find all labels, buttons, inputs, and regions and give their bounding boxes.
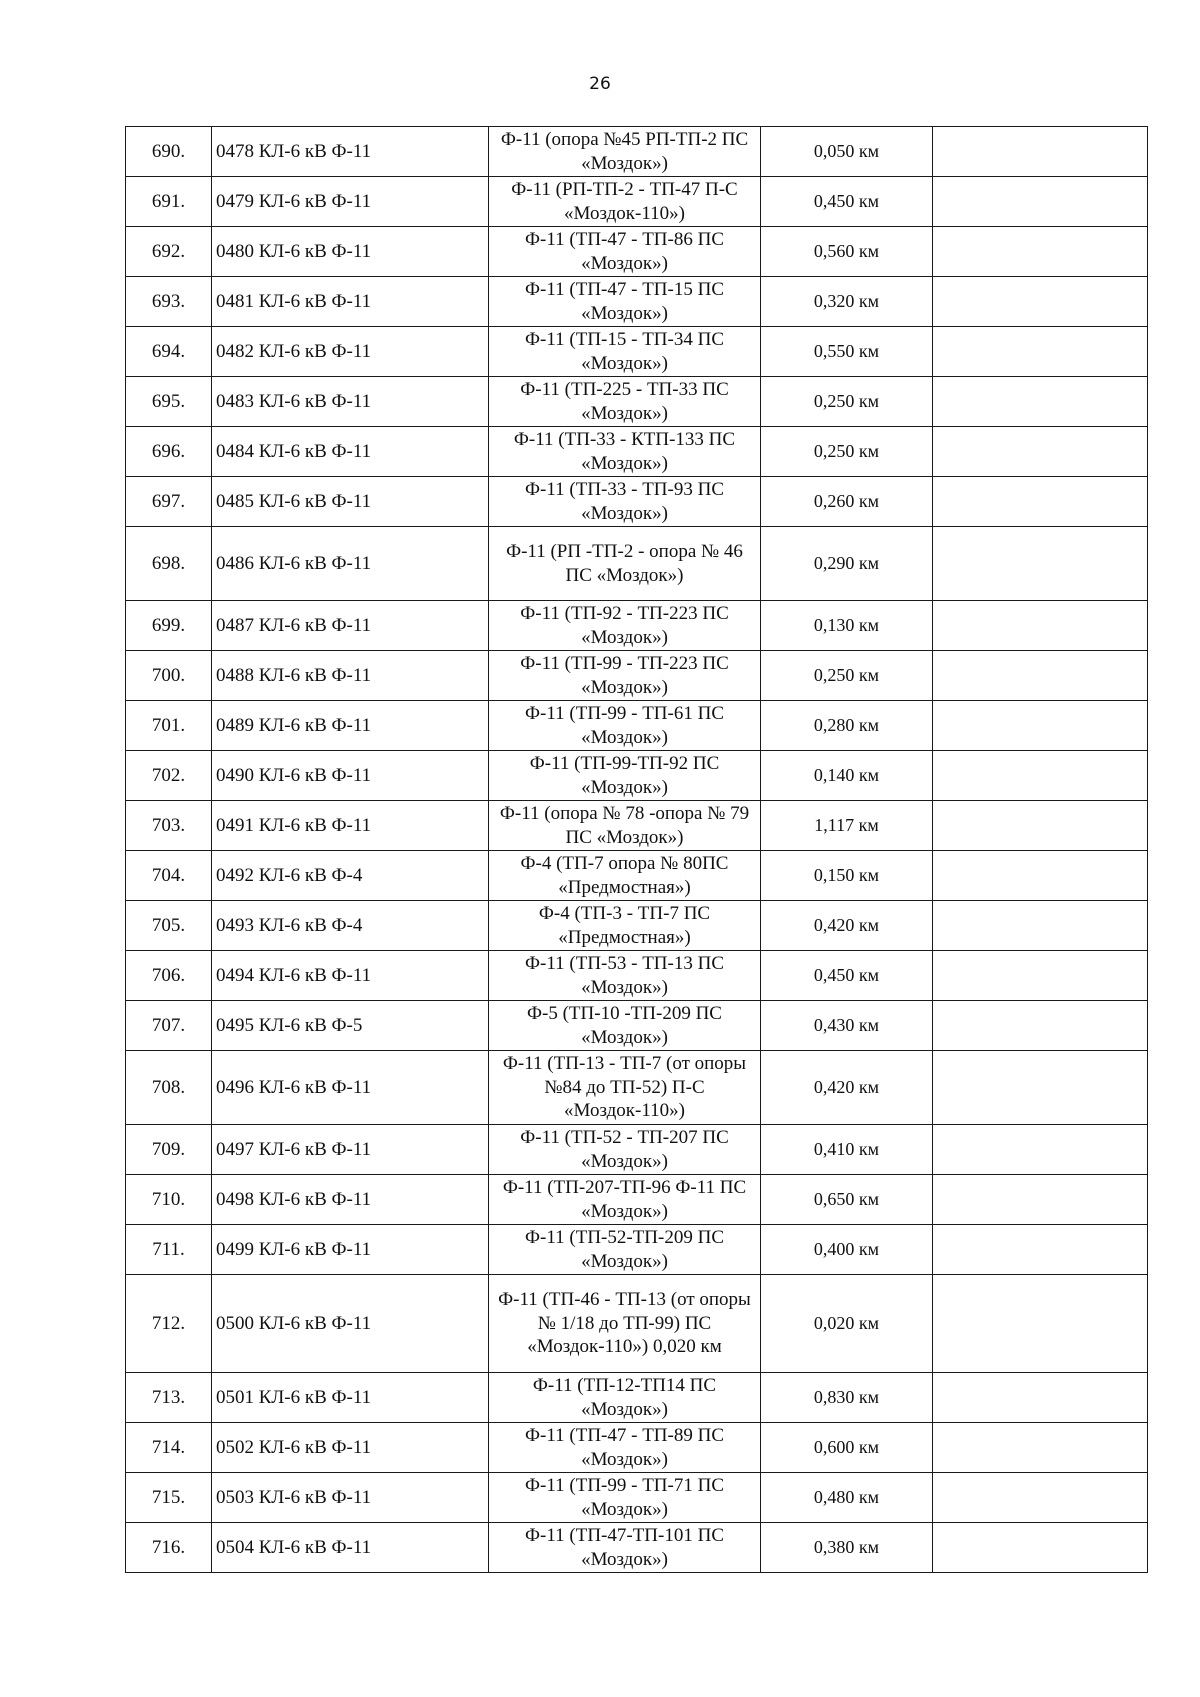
note-cell xyxy=(933,377,1148,427)
row-number-cell: 704. xyxy=(126,851,212,901)
length-cell: 0,150 км xyxy=(761,851,933,901)
line-name-cell: 0494 КЛ-6 кВ Ф-11 xyxy=(212,951,489,1001)
route-cell: Ф-11 (опора № 78 -опора № 79 ПС «Моздок») xyxy=(489,801,761,851)
line-name-cell: 0491 КЛ-6 кВ Ф-11 xyxy=(212,801,489,851)
note-cell xyxy=(933,601,1148,651)
route-cell: Ф-11 (ТП-53 - ТП-13 ПС «Моздок») xyxy=(489,951,761,1001)
line-name-cell: 0480 КЛ-6 кВ Ф-11 xyxy=(212,227,489,277)
line-name-cell: 0481 КЛ-6 кВ Ф-11 xyxy=(212,277,489,327)
cable-lines-table xyxy=(125,126,1148,1573)
route-cell: Ф-11 (ТП-15 - ТП-34 ПС «Моздок») xyxy=(489,327,761,377)
table-row xyxy=(126,651,1148,701)
route-cell: Ф-11 (ТП-13 - ТП-7 (от опоры №84 до ТП-52) П-С «Моздок-110») xyxy=(489,1051,761,1125)
note-cell xyxy=(933,177,1148,227)
row-number-cell: 711. xyxy=(126,1225,212,1275)
table-row xyxy=(126,427,1148,477)
length-cell: 0,050 км xyxy=(761,127,933,177)
length-cell: 0,600 км xyxy=(761,1423,933,1473)
length-cell: 0,260 км xyxy=(761,477,933,527)
row-number-cell: 706. xyxy=(126,951,212,1001)
length-cell: 0,400 км xyxy=(761,1225,933,1275)
route-cell: Ф-11 (ТП-33 - ТП-93 ПС «Моздок») xyxy=(489,477,761,527)
length-cell: 0,130 км xyxy=(761,601,933,651)
line-name-cell: 0490 КЛ-6 кВ Ф-11 xyxy=(212,751,489,801)
note-cell xyxy=(933,227,1148,277)
row-number-cell: 707. xyxy=(126,1001,212,1051)
table-row xyxy=(126,1423,1148,1473)
length-cell: 1,117 км xyxy=(761,801,933,851)
note-cell xyxy=(933,427,1148,477)
line-name-cell: 0499 КЛ-6 кВ Ф-11 xyxy=(212,1225,489,1275)
row-number-cell: 713. xyxy=(126,1373,212,1423)
note-cell xyxy=(933,527,1148,601)
note-cell xyxy=(933,901,1148,951)
length-cell: 0,830 км xyxy=(761,1373,933,1423)
row-number-cell: 715. xyxy=(126,1473,212,1523)
table-row xyxy=(126,1275,1148,1373)
row-number-cell: 702. xyxy=(126,751,212,801)
line-name-cell: 0493 КЛ-6 кВ Ф-4 xyxy=(212,901,489,951)
row-number-cell: 708. xyxy=(126,1051,212,1125)
page-number: 26 xyxy=(589,74,611,94)
table-row xyxy=(126,1175,1148,1225)
note-cell xyxy=(933,1373,1148,1423)
length-cell: 0,550 км xyxy=(761,327,933,377)
table-row xyxy=(126,951,1148,1001)
length-cell: 0,290 км xyxy=(761,527,933,601)
note-cell xyxy=(933,751,1148,801)
note-cell xyxy=(933,651,1148,701)
row-number-cell: 703. xyxy=(126,801,212,851)
note-cell xyxy=(933,1125,1148,1175)
line-name-cell: 0487 КЛ-6 кВ Ф-11 xyxy=(212,601,489,651)
route-cell: Ф-5 (ТП-10 -ТП-209 ПС «Моздок») xyxy=(489,1001,761,1051)
length-cell: 0,480 км xyxy=(761,1473,933,1523)
route-cell: Ф-4 (ТП-7 опора № 80ПС «Предмостная») xyxy=(489,851,761,901)
route-cell: Ф-11 (ТП-99-ТП-92 ПС «Моздок») xyxy=(489,751,761,801)
line-name-cell: 0492 КЛ-6 кВ Ф-4 xyxy=(212,851,489,901)
note-cell xyxy=(933,127,1148,177)
table-row xyxy=(126,751,1148,801)
route-cell: Ф-4 (ТП-3 - ТП-7 ПС «Предмостная») xyxy=(489,901,761,951)
line-name-cell: 0497 КЛ-6 кВ Ф-11 xyxy=(212,1125,489,1175)
length-cell: 0,380 км xyxy=(761,1523,933,1573)
row-number-cell: 692. xyxy=(126,227,212,277)
route-cell: Ф-11 (ТП-52-ТП-209 ПС «Моздок») xyxy=(489,1225,761,1275)
note-cell xyxy=(933,851,1148,901)
length-cell: 0,410 км xyxy=(761,1125,933,1175)
note-cell xyxy=(933,951,1148,1001)
row-number-cell: 710. xyxy=(126,1175,212,1225)
route-cell: Ф-11 (ТП-47-ТП-101 ПС «Моздок») xyxy=(489,1523,761,1573)
line-name-cell: 0498 КЛ-6 кВ Ф-11 xyxy=(212,1175,489,1225)
table-row xyxy=(126,277,1148,327)
line-name-cell: 0482 КЛ-6 кВ Ф-11 xyxy=(212,327,489,377)
note-cell xyxy=(933,1001,1148,1051)
route-cell: Ф-11 (ТП-12-ТП14 ПС «Моздок») xyxy=(489,1373,761,1423)
length-cell: 0,430 км xyxy=(761,1001,933,1051)
table-row xyxy=(126,801,1148,851)
row-number-cell: 691. xyxy=(126,177,212,227)
route-cell: Ф-11 (ТП-47 - ТП-86 ПС «Моздок») xyxy=(489,227,761,277)
length-cell: 0,420 км xyxy=(761,1051,933,1125)
note-cell xyxy=(933,1275,1148,1373)
route-cell: Ф-11 (опора №45 РП-ТП-2 ПС «Моздок») xyxy=(489,127,761,177)
note-cell xyxy=(933,477,1148,527)
note-cell xyxy=(933,1473,1148,1523)
table-row xyxy=(126,1473,1148,1523)
table-row xyxy=(126,1001,1148,1051)
line-name-cell: 0486 КЛ-6 кВ Ф-11 xyxy=(212,527,489,601)
row-number-cell: 701. xyxy=(126,701,212,751)
row-number-cell: 714. xyxy=(126,1423,212,1473)
length-cell: 0,020 км xyxy=(761,1275,933,1373)
route-cell: Ф-11 (РП-ТП-2 - ТП-47 П-С «Моздок-110») xyxy=(489,177,761,227)
route-cell: Ф-11 (ТП-225 - ТП-33 ПС «Моздок») xyxy=(489,377,761,427)
length-cell: 0,450 км xyxy=(761,177,933,227)
table-row xyxy=(126,901,1148,951)
route-cell: Ф-11 (ТП-92 - ТП-223 ПС «Моздок») xyxy=(489,601,761,651)
table-row xyxy=(126,1225,1148,1275)
line-name-cell: 0495 КЛ-6 кВ Ф-5 xyxy=(212,1001,489,1051)
length-cell: 0,650 км xyxy=(761,1175,933,1225)
table-row xyxy=(126,527,1148,601)
route-cell: Ф-11 (РП -ТП-2 - опора № 46 ПС «Моздок») xyxy=(489,527,761,601)
length-cell: 0,250 км xyxy=(761,427,933,477)
line-name-cell: 0485 КЛ-6 кВ Ф-11 xyxy=(212,477,489,527)
table-row xyxy=(126,477,1148,527)
table-row xyxy=(126,1125,1148,1175)
table-row xyxy=(126,701,1148,751)
table-body xyxy=(126,127,1148,1573)
route-cell: Ф-11 (ТП-33 - КТП-133 ПС «Моздок») xyxy=(489,427,761,477)
route-cell: Ф-11 (ТП-99 - ТП-223 ПС «Моздок») xyxy=(489,651,761,701)
length-cell: 0,250 км xyxy=(761,377,933,427)
route-cell: Ф-11 (ТП-207-ТП-96 Ф-11 ПС «Моздок») xyxy=(489,1175,761,1225)
table-row xyxy=(126,1051,1148,1125)
note-cell xyxy=(933,801,1148,851)
table-row xyxy=(126,1373,1148,1423)
route-cell: Ф-11 (ТП-99 - ТП-61 ПС «Моздок») xyxy=(489,701,761,751)
table-row xyxy=(126,601,1148,651)
table-row xyxy=(126,227,1148,277)
line-name-cell: 0503 КЛ-6 кВ Ф-11 xyxy=(212,1473,489,1523)
row-number-cell: 700. xyxy=(126,651,212,701)
note-cell xyxy=(933,1423,1148,1473)
table-row xyxy=(126,377,1148,427)
note-cell xyxy=(933,327,1148,377)
table-row xyxy=(126,851,1148,901)
route-cell: Ф-11 (ТП-47 - ТП-15 ПС «Моздок») xyxy=(489,277,761,327)
table-row xyxy=(126,1523,1148,1573)
length-cell: 0,450 км xyxy=(761,951,933,1001)
row-number-cell: 699. xyxy=(126,601,212,651)
route-cell: Ф-11 (ТП-99 - ТП-71 ПС «Моздок») xyxy=(489,1473,761,1523)
length-cell: 0,420 км xyxy=(761,901,933,951)
length-cell: 0,250 км xyxy=(761,651,933,701)
line-name-cell: 0478 КЛ-6 кВ Ф-11 xyxy=(212,127,489,177)
row-number-cell: 712. xyxy=(126,1275,212,1373)
line-name-cell: 0483 КЛ-6 кВ Ф-11 xyxy=(212,377,489,427)
line-name-cell: 0488 КЛ-6 кВ Ф-11 xyxy=(212,651,489,701)
note-cell xyxy=(933,277,1148,327)
row-number-cell: 693. xyxy=(126,277,212,327)
note-cell xyxy=(933,1175,1148,1225)
line-name-cell: 0501 КЛ-6 кВ Ф-11 xyxy=(212,1373,489,1423)
note-cell xyxy=(933,701,1148,751)
row-number-cell: 705. xyxy=(126,901,212,951)
row-number-cell: 716. xyxy=(126,1523,212,1573)
row-number-cell: 695. xyxy=(126,377,212,427)
length-cell: 0,320 км xyxy=(761,277,933,327)
length-cell: 0,280 км xyxy=(761,701,933,751)
row-number-cell: 698. xyxy=(126,527,212,601)
line-name-cell: 0479 КЛ-6 кВ Ф-11 xyxy=(212,177,489,227)
row-number-cell: 690. xyxy=(126,127,212,177)
row-number-cell: 694. xyxy=(126,327,212,377)
length-cell: 0,560 км xyxy=(761,227,933,277)
line-name-cell: 0502 КЛ-6 кВ Ф-11 xyxy=(212,1423,489,1473)
line-name-cell: 0504 КЛ-6 кВ Ф-11 xyxy=(212,1523,489,1573)
route-cell: Ф-11 (ТП-46 - ТП-13 (от опоры № 1/18 до ТП-99) ПС «Моздок-110») 0,020 км xyxy=(489,1275,761,1373)
note-cell xyxy=(933,1225,1148,1275)
line-name-cell: 0496 КЛ-6 кВ Ф-11 xyxy=(212,1051,489,1125)
note-cell xyxy=(933,1051,1148,1125)
line-name-cell: 0484 КЛ-6 кВ Ф-11 xyxy=(212,427,489,477)
table-row xyxy=(126,327,1148,377)
table-row xyxy=(126,177,1148,227)
route-cell: Ф-11 (ТП-52 - ТП-207 ПС «Моздок») xyxy=(489,1125,761,1175)
row-number-cell: 697. xyxy=(126,477,212,527)
row-number-cell: 709. xyxy=(126,1125,212,1175)
row-number-cell: 696. xyxy=(126,427,212,477)
note-cell xyxy=(933,1523,1148,1573)
table-row xyxy=(126,127,1148,177)
line-name-cell: 0500 КЛ-6 кВ Ф-11 xyxy=(212,1275,489,1373)
route-cell: Ф-11 (ТП-47 - ТП-89 ПС «Моздок») xyxy=(489,1423,761,1473)
line-name-cell: 0489 КЛ-6 кВ Ф-11 xyxy=(212,701,489,751)
length-cell: 0,140 км xyxy=(761,751,933,801)
